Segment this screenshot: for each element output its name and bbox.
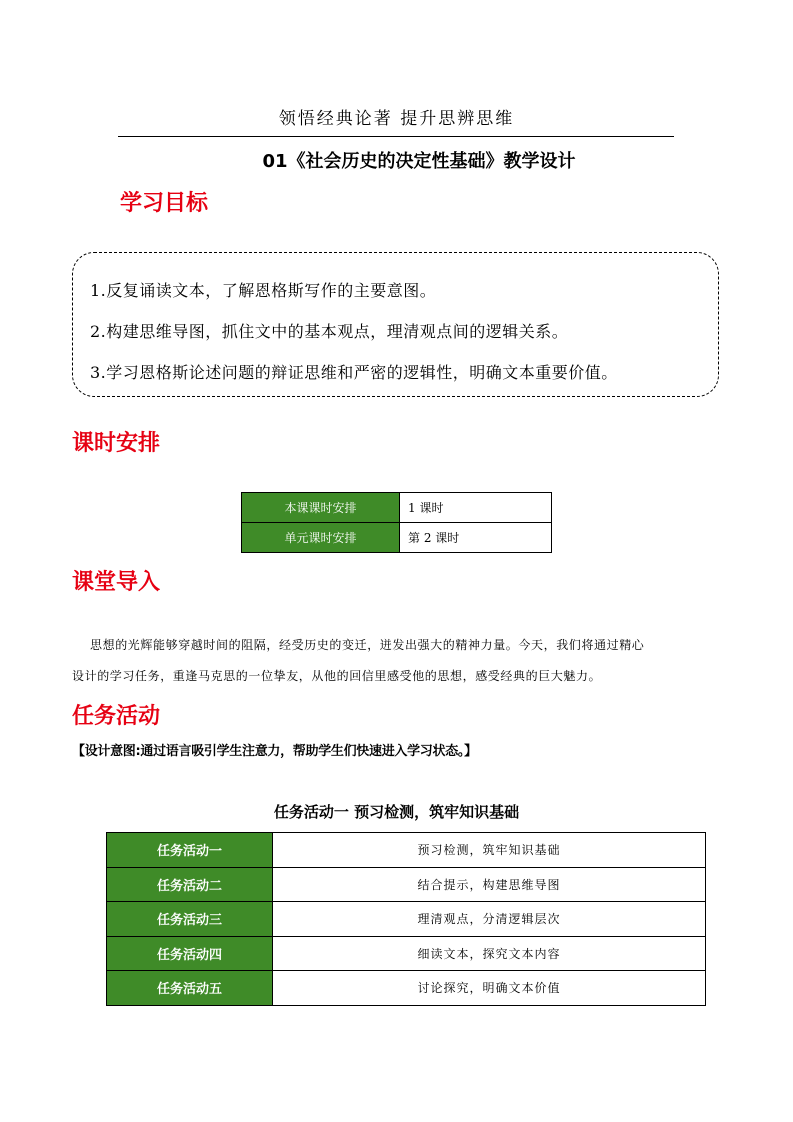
intro-paragraph-line: 设计的学习任务，重逢马克思的一位挚友，从他的回信里感受他的思想，感受经典的巨大魅力。 bbox=[72, 669, 602, 683]
goal-item: 1.反复诵读文本，了解恩格斯写作的主要意图。 bbox=[90, 281, 437, 300]
header-divider bbox=[118, 136, 674, 137]
section-heading-goals: 学习目标 bbox=[120, 191, 209, 216]
task-name-cell: 任务活动四 bbox=[107, 936, 273, 971]
task-name-cell: 任务活动一 bbox=[107, 833, 273, 868]
task-name-cell: 任务活动五 bbox=[107, 971, 273, 1006]
schedule-label: 单元课时安排 bbox=[242, 523, 400, 553]
table-row bbox=[107, 936, 706, 971]
schedule-value: 1 课时 bbox=[400, 493, 552, 523]
task-desc-cell: 预习检测，筑牢知识基础 bbox=[273, 833, 706, 868]
section-heading-intro: 课堂导入 bbox=[72, 570, 161, 595]
design-note: 【设计意图:通过语言吸引学生注意力，帮助学生们快速进入学习状态。】 bbox=[72, 744, 477, 759]
section-heading-schedule: 课时安排 bbox=[72, 431, 161, 456]
table-row bbox=[107, 902, 706, 937]
schedule-value: 第 2 课时 bbox=[400, 523, 552, 553]
table-row bbox=[242, 523, 552, 553]
section-heading-tasks: 任务活动 bbox=[72, 704, 161, 729]
task-desc-cell: 理清观点，分清逻辑层次 bbox=[273, 902, 706, 937]
task-table bbox=[106, 832, 706, 1006]
table-row bbox=[107, 833, 706, 868]
task-table-title: 任务活动一 预习检测，筑牢知识基础 bbox=[273, 803, 520, 821]
document-title: 01《社会历史的决定性基础》教学设计 bbox=[262, 151, 576, 172]
goal-item: 2.构建思维导图，抓住文中的基本观点，理清观点间的逻辑关系。 bbox=[90, 322, 569, 341]
goal-item: 3.学习恩格斯论述问题的辩证思维和严密的逻辑性，明确文本重要价值。 bbox=[90, 363, 618, 382]
task-name-cell: 任务活动三 bbox=[107, 902, 273, 937]
table-row bbox=[242, 493, 552, 523]
task-desc-cell: 结合提示，构建思维导图 bbox=[273, 867, 706, 902]
intro-paragraph-line: 思想的光辉能够穿越时间的阻隔，经受历史的变迁，迸发出强大的精神力量。今天，我们将通过精心 bbox=[90, 638, 645, 652]
header-title: 领悟经典论著 提升思辨思维 bbox=[278, 109, 515, 129]
table-row bbox=[107, 971, 706, 1006]
task-desc-cell: 细读文本，探究文本内容 bbox=[273, 936, 706, 971]
task-name-cell: 任务活动二 bbox=[107, 867, 273, 902]
table-row bbox=[107, 867, 706, 902]
schedule-table bbox=[241, 492, 552, 553]
task-desc-cell: 讨论探究，明确文本价值 bbox=[273, 971, 706, 1006]
schedule-label: 本课课时安排 bbox=[242, 493, 400, 523]
